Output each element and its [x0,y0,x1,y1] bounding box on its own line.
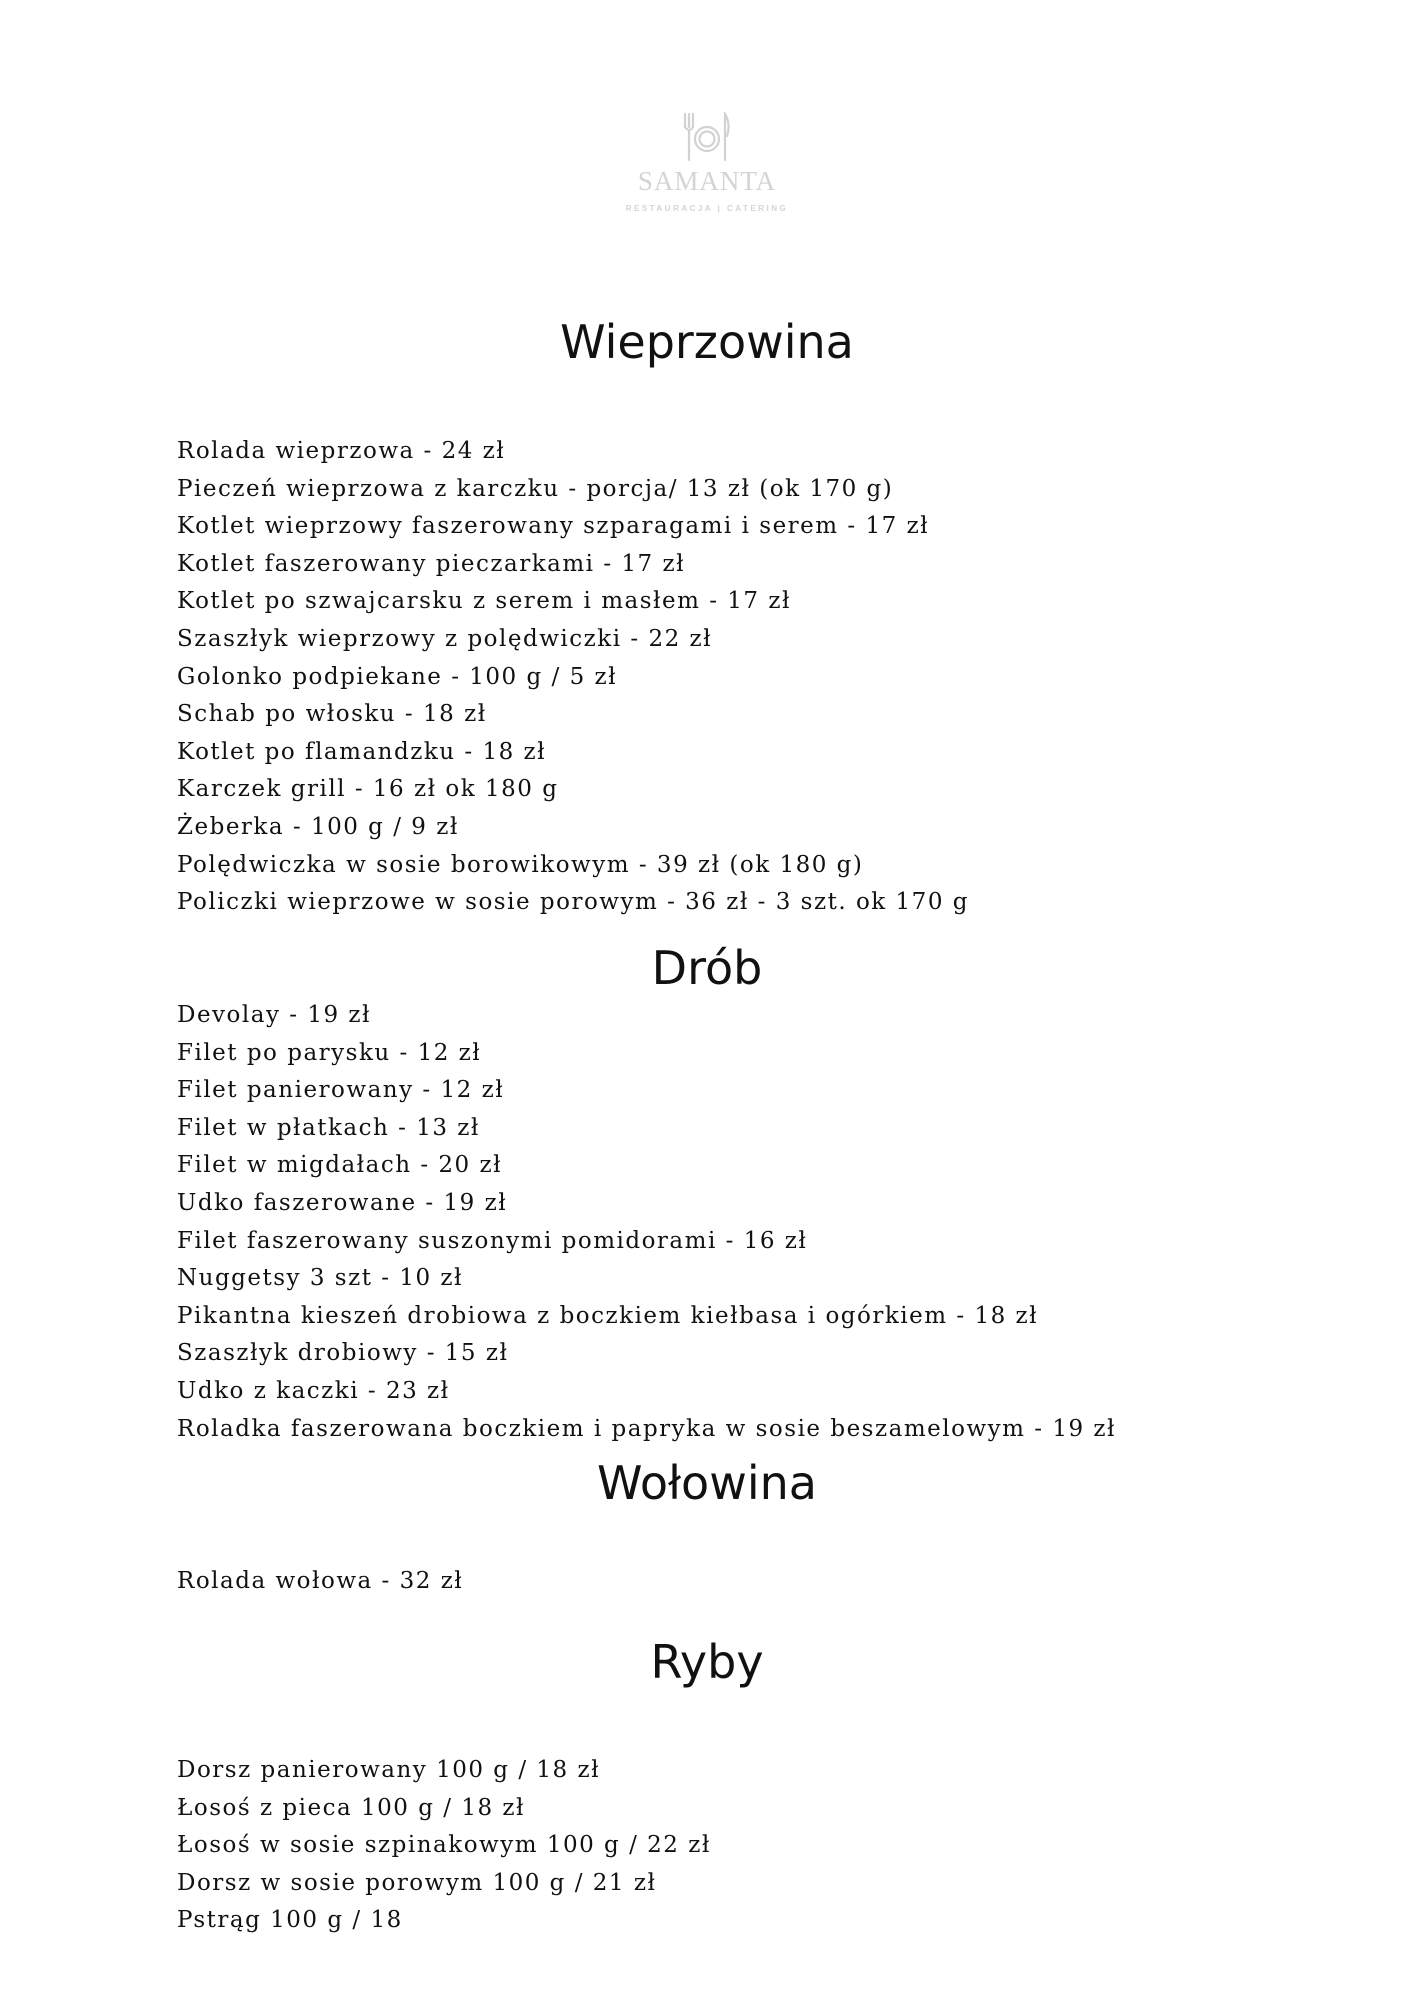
menu-item: Łosoś w sosie szpinakowym 100 g / 22 zł [177,1832,711,1859]
menu-item: Kotlet faszerowany pieczarkami - 17 zł [177,550,686,577]
menu-item: Dorsz w sosie porowym 100 g / 21 zł [177,1869,657,1896]
restaurant-logo [0,112,1414,213]
logo-tagline: RESTAURACJA | CATERING [625,204,789,213]
menu-item: Pstrąg 100 g / 18 [177,1907,403,1934]
menu-item: Udko z kaczki - 23 zł [177,1377,450,1404]
menu-item: Roladka faszerowana boczkiem i papryka w sosie beszamelowym - 19 zł [177,1415,1116,1442]
menu-item: Nuggetsy 3 szt - 10 zł [177,1265,463,1292]
menu-item: Szaszłyk wieprzowy z polędwiczki - 22 zł [177,625,713,652]
menu-list-ryby [177,1752,711,1940]
menu-item: Polędwiczka w sosie borowikowym - 39 zł (ok 180 g) [177,851,864,878]
menu-item: Pikantna kieszeń drobiowa z boczkiem kiełbasa i ogórkiem - 18 zł [177,1302,1039,1329]
menu-item: Filet panierowany - 12 zł [177,1077,505,1104]
logo-name: SAMANTA [637,166,777,196]
menu-item: Udko faszerowane - 19 zł [177,1189,508,1216]
menu-item: Rolada wołowa - 32 zł [177,1568,464,1594]
menu-item: Filet faszerowany suszonymi pomidorami - 16 zł [177,1227,808,1254]
menu-item: Pieczeń wieprzowa z karczku - porcja/ 13 zł (ok 170 g) [177,475,894,502]
section-title-drob: Drób [651,941,763,995]
menu-item: Szaszłyk drobiowy - 15 zł [177,1340,509,1367]
plate-fork-knife-icon [679,112,735,162]
menu-item: Filet po parysku - 12 zł [177,1039,482,1066]
section-title-ryby: Ryby [650,1635,764,1689]
menu-item: Schab po włosku - 18 zł [177,701,487,728]
menu-item: Golonko podpiekane - 100 g / 5 zł [177,663,618,690]
menu-item: Kotlet wieprzowy faszerowany szparagami i serem - 17 zł [177,513,930,540]
menu-item: Dorsz panierowany 100 g / 18 zł [177,1757,601,1783]
menu-item: Rolada wieprzowa - 24 zł [177,438,506,464]
menu-item: Karczek grill - 16 zł ok 180 g [177,776,559,803]
menu-item: Kotlet po flamandzku - 18 zł [177,738,547,765]
menu-item: Policzki wieprzowe w sosie porowym - 36 zł - 3 szt. ok 170 g [177,889,969,916]
section-title-wieprzowina: Wieprzowina [560,315,854,369]
menu-item: Żeberka - 100 g / 9 zł [177,813,459,840]
menu-item: Łosoś z pieca 100 g / 18 zł [177,1794,525,1821]
menu-item: Kotlet po szwajcarsku z serem i masłem - 17 zł [177,588,791,615]
menu-list-wieprzowina [177,433,969,922]
menu-list-drob [177,997,1116,1448]
menu-list-wolowina [177,1563,463,1601]
menu-item: Filet w płatkach - 13 zł [177,1114,480,1141]
section-title-wolowina: Wołowina [597,1456,817,1510]
menu-item: Devolay - 19 zł [177,1002,372,1028]
menu-item: Filet w migdałach - 20 zł [177,1152,503,1179]
